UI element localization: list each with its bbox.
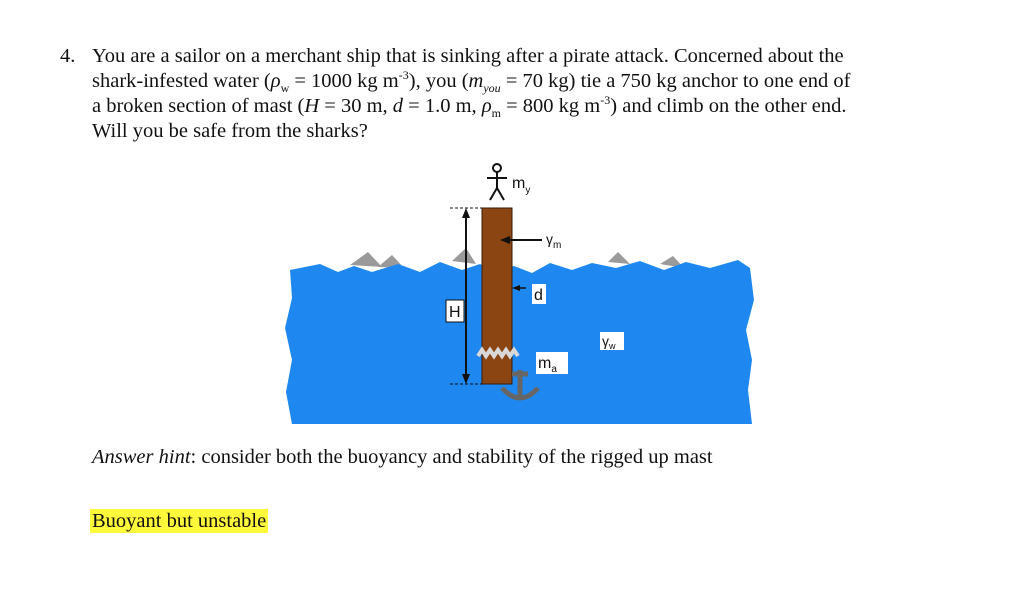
label-H: H [449, 304, 461, 321]
answer-highlight: Buoyant but unstable [92, 510, 267, 532]
problem-line-4: Will you be safe from the sharks? [92, 120, 368, 142]
hint-text: : consider both the buoyancy and stability of the rigged up mast [190, 446, 713, 468]
shark-fin-icon [350, 252, 382, 267]
sailor-icon [487, 164, 507, 200]
shark-fin-icon [452, 248, 476, 264]
hint-label: Answer hint [92, 446, 191, 468]
answer-hint [92, 446, 713, 469]
problem-line-2: shark-infested water ($\rho_w = 1000$ kg $m^{-3}$), you ($m_{you} = 70$ kg) tie a 750 kg anchor to one end of [92, 68, 851, 96]
label-d: d [534, 287, 543, 304]
label-ma: $m_a$ [538, 355, 557, 375]
label-gamma-m: $\gamma_m$ [546, 231, 562, 251]
label-gamma-w: $\gamma_w$ [602, 333, 616, 351]
rho-symbol: ρ [270, 70, 281, 92]
mast-diagram [280, 160, 760, 440]
shark-fin-icon [608, 252, 630, 264]
problem-line-1: You are a sailor on a merchant ship that is sinking after a pirate attack. Concerned about the [92, 45, 844, 67]
problem-line-3: a broken section of mast (H = 30 m, d = 1.0 m, $\rho_m = 800$ kg $m^{-3}$) and climb on the other end. [92, 93, 847, 121]
problem-text [92, 44, 962, 144]
label-my: $m_y$ [512, 175, 531, 196]
problem-number: 4. [60, 45, 76, 67]
